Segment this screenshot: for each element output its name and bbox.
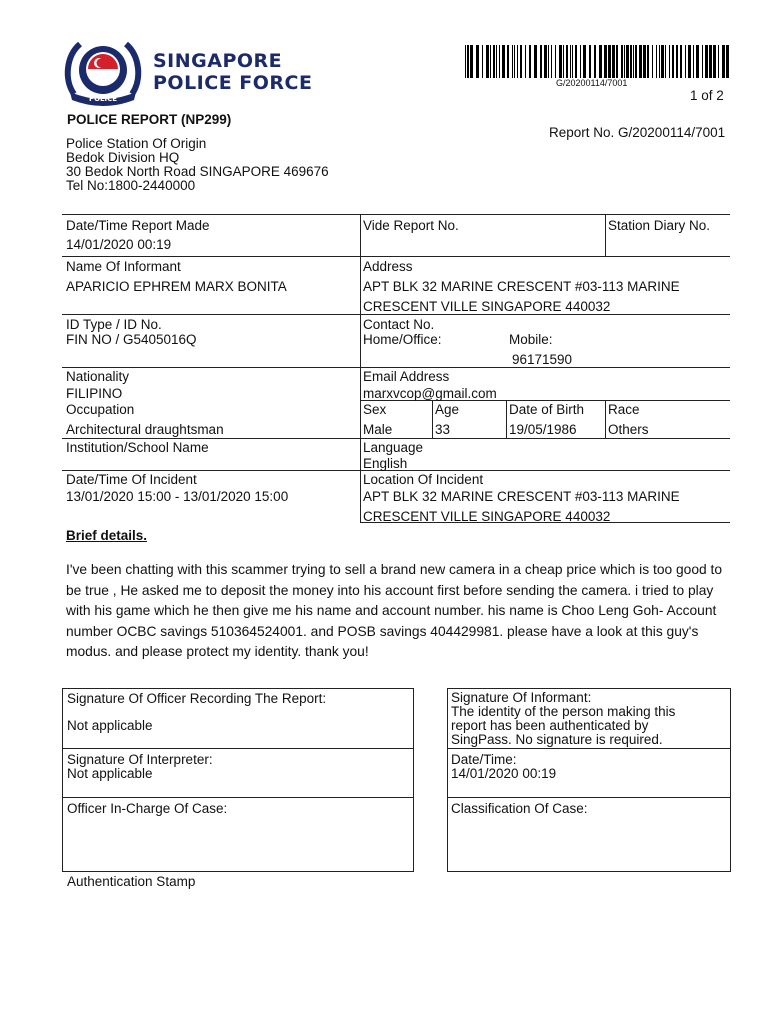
informant-sig-line1: The identity of the person making this [451,704,676,719]
barcode-bar [525,45,526,78]
barcode-bar [608,45,611,78]
report-number: Report No. G/20200114/7001 [549,125,726,140]
table-col-rule [605,214,606,256]
barcode-bar [514,45,515,78]
barcode-bar [639,45,642,78]
barcode-bar [507,45,509,78]
barcode-bar [580,45,581,78]
classification-label: Classification Of Case: [451,801,588,816]
informant-sig-line3: SingPass. No signature is required. [451,732,663,747]
barcode-bar [659,45,660,78]
sig-rule [62,748,414,749]
table-rule [62,367,730,368]
barcode-bar [680,45,682,78]
barcode [465,45,735,78]
datetime-made-value: 14/01/2020 00:19 [66,237,172,252]
officer-sig-label: Signature Of Officer Recording The Report: [67,691,327,706]
nationality-label: Nationality [66,369,130,384]
table-col-rule [360,214,361,522]
barcode-bar [583,45,586,78]
address-line1: APT BLK 32 MARINE CRESCENT #03-113 MARINE [363,279,680,294]
barcode-bar [570,45,571,78]
barcode-bar [688,45,691,78]
barcode-bar [676,45,678,78]
id-label: ID Type / ID No. [66,317,162,332]
barcode-bar [633,45,634,78]
informant-value: APARICIO EPHREM MARX BONITA [66,279,287,294]
table-rule [62,214,730,215]
dob-value: 19/05/1986 [509,422,577,437]
officer-sig-value: Not applicable [67,718,153,733]
barcode-bar [559,45,562,78]
barcode-bar [490,45,491,78]
mobile-value: 96171590 [512,352,573,367]
table-col-rule [432,400,433,438]
contact-label: Contact No. [363,317,435,332]
barcode-bar [652,45,653,78]
barcode-bar [534,45,537,78]
barcode-bar [572,45,573,78]
barcode-bar [512,45,513,78]
language-value: English [363,456,408,471]
vide-report-label: Vide Report No. [363,218,459,233]
barcode-bar [647,45,649,78]
barcode-bar [555,45,556,78]
sig-rule [447,797,731,798]
police-crest-logo [62,36,144,108]
barcode-text: G/20200114/7001 [556,78,628,88]
barcode-bar [693,45,694,78]
barcode-bar [685,45,686,78]
language-label: Language [363,440,424,455]
sig-datetime-value: 14/01/2020 00:19 [451,766,557,781]
barcode-bar [563,45,564,78]
barcode-bar [465,45,466,78]
id-value: FIN NO / G5405016Q [66,332,197,347]
sig-rule [413,688,414,871]
datetime-made-label: Date/Time Report Made [66,218,210,233]
interpreter-sig-label: Signature Of Interpreter: [67,752,213,767]
org-name-line2: POLICE FORCE [153,72,313,94]
barcode-bar [493,45,495,78]
occupation-label: Occupation [66,402,135,417]
table-col-rule [506,400,507,438]
barcode-bar [599,45,602,78]
barcode-bar [520,45,522,78]
barcode-bar [643,45,646,78]
barcode-bar [624,45,625,78]
table-col-rule [605,400,606,438]
incident-location-line2: CRESCENT VILLE SINGAPORE 440032 [363,509,611,524]
incident-location-label: Location Of Incident [363,472,484,487]
station-label: Police Station Of Origin [66,136,207,151]
barcode-bar [544,45,547,78]
table-rule [62,256,730,257]
station-tel: Tel No:1800-2440000 [66,178,196,193]
email-label: Email Address [363,369,450,384]
barcode-bar [713,45,716,78]
barcode-bar [669,45,670,78]
barcode-bar [470,45,473,78]
informant-sig-label: Signature Of Informant: [451,690,592,705]
barcode-bar [626,45,629,78]
barcode-bar [496,45,497,78]
institution-label: Institution/School Name [66,440,209,455]
interpreter-sig-value: Not applicable [67,766,153,781]
station-diary-label: Station Diary No. [608,218,711,233]
barcode-bar [630,45,632,78]
barcode-bar [718,45,719,78]
barcode-bar [476,45,479,78]
incident-location-line1: APT BLK 32 MARINE CRESCENT #03-113 MARINE [363,489,680,504]
race-label: Race [608,402,640,417]
sig-rule [62,797,414,798]
sig-datetime-label: Date/Time: [451,752,517,767]
sex-label: Sex [363,402,387,417]
barcode-bar [705,45,708,78]
barcode-bar [566,45,568,78]
age-value: 33 [435,422,451,437]
station-address: 30 Bedok North Road SINGAPORE 469676 [66,164,329,179]
dob-label: Date of Birth [509,402,585,417]
barcode-bar [594,45,596,78]
address-line2: CRESCENT VILLE SINGAPORE 440032 [363,299,611,314]
barcode-bar [529,45,531,78]
report-title: POLICE REPORT (NP299) [67,112,232,127]
barcode-bar [467,45,469,78]
barcode-bar [672,45,674,78]
barcode-bar [486,45,489,78]
barcode-bar [575,45,577,78]
barcode-bar [709,45,712,78]
barcode-bar [702,45,703,78]
barcode-bar [635,45,637,78]
barcode-bar [604,45,607,78]
incident-time-value: 13/01/2020 15:00 - 13/01/2020 15:00 [66,489,289,504]
sig-rule [730,688,731,871]
sig-rule [447,688,448,871]
authentication-stamp-label: Authentication Stamp [67,874,196,889]
home-office-label: Home/Office: [363,332,442,347]
table-rule [62,438,730,439]
barcode-bar [551,45,552,78]
occupation-value: Architectural draughtsman [66,422,224,437]
barcode-bar [499,45,500,78]
station-name: Bedok Division HQ [66,150,180,165]
mobile-label: Mobile: [509,332,553,347]
sig-rule [447,688,731,689]
barcode-bar [726,45,729,78]
barcode-bar [612,45,615,78]
informant-sig-line2: report has been authenticated by [451,718,649,733]
barcode-bar [661,45,664,78]
incident-time-label: Date/Time Of Incident [66,472,197,487]
barcode-bar [502,45,505,78]
address-label: Address [363,259,413,274]
sig-rule [62,688,63,871]
nationality-value: FILIPINO [66,386,123,401]
sig-rule [447,748,731,749]
informant-label: Name Of Informant [66,259,181,274]
logo-band-text: POLICE [88,95,118,103]
brief-text: I've been chatting with this scammer trying to sell a brand new camera in a cheap price which is too good to be true , He asked me to deposit the money into his account first before sending the camera. i tried to play with his game which he then give me his name and account number. his name is Choo Leng Goh- Account number OCBC savings 510364524001. and POSB savings 404429981. please have a look at this guy's modus. and please protect my identity. thank you! [66,562,723,659]
page-indicator: 1 of 2 [690,88,724,103]
barcode-bar [540,45,542,78]
barcode-bar [696,45,699,78]
age-label: Age [435,402,460,417]
barcode-bar [665,45,666,78]
table-rule [62,314,730,315]
barcode-bar [482,45,483,78]
sig-rule [62,871,414,872]
barcode-bar [722,45,725,78]
barcode-bar [548,45,549,78]
email-value: marxvcop@gmail.com [363,386,497,401]
org-name-line1: SINGAPORE [153,50,283,72]
sex-value: Male [363,422,393,437]
sig-rule [62,688,414,689]
sig-rule [447,871,731,872]
barcode-bar [656,45,657,78]
barcode-bar [589,45,591,78]
brief-heading: Brief details. [66,528,148,543]
oic-label: Officer In-Charge Of Case: [67,801,228,816]
barcode-bar [621,45,623,78]
barcode-bar [616,45,618,78]
barcode-bar [517,45,518,78]
race-value: Others [608,422,649,437]
